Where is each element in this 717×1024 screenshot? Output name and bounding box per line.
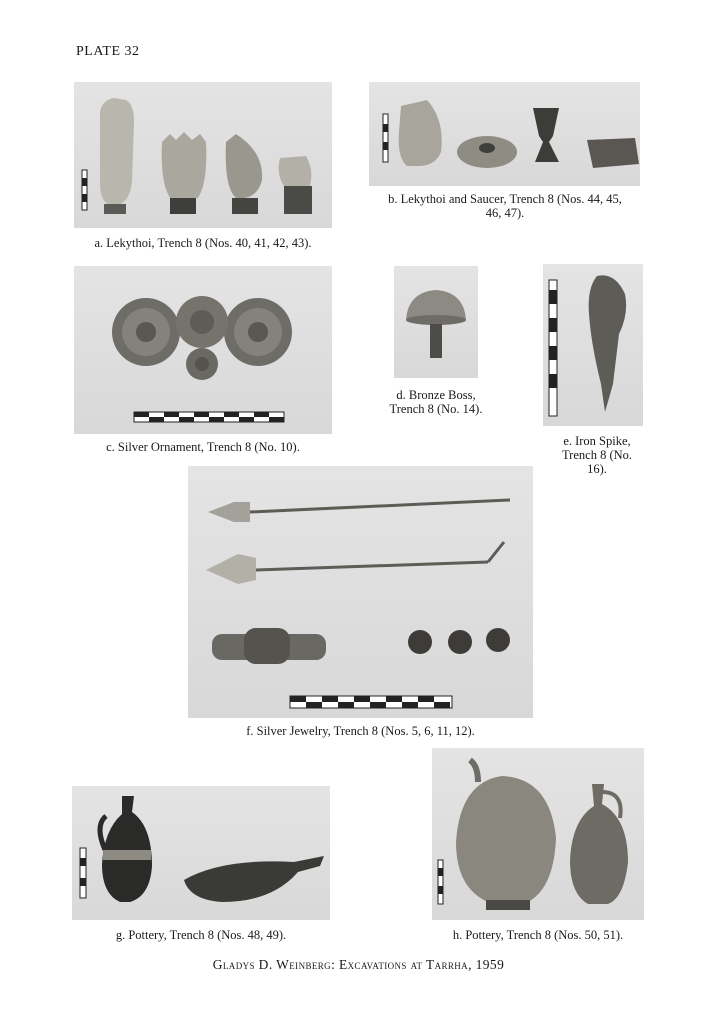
plate-number: PLATE 32	[76, 44, 140, 59]
caption-a: a. Lekythoi, Trench 8 (Nos. 40, 41, 42, 43).	[94, 236, 312, 250]
caption-e: e. Iron Spike, Trench 8 (No. 16).	[561, 434, 633, 476]
caption-d: d. Bronze Boss, Trench 8 (No. 14).	[389, 388, 483, 416]
photo-pottery-g	[72, 786, 330, 920]
photo-iron-spike-e	[543, 264, 643, 426]
caption-f: f. Silver Jewelry, Trench 8 (Nos. 5, 6, 11, 12).	[246, 724, 475, 738]
photo-lekythoi-a	[74, 82, 332, 228]
photo-bronze-boss-d	[394, 266, 478, 378]
photo-silver-ornament-c	[74, 266, 332, 434]
caption-h: h. Pottery, Trench 8 (Nos. 50, 51).	[452, 928, 624, 942]
photo-pottery-h	[432, 748, 644, 920]
caption-g: g. Pottery, Trench 8 (Nos. 48, 49).	[115, 928, 287, 942]
photo-lekythoi-saucer-b	[369, 82, 640, 186]
photo-silver-jewelry-f	[188, 466, 533, 718]
page-footer: Gladys D. Weinberg: Excavations at Tarrha, 1959	[212, 957, 505, 972]
caption-b: b. Lekythoi and Saucer, Trench 8 (Nos. 44, 45, 46, 47).	[388, 192, 622, 220]
caption-c: c. Silver Ornament, Trench 8 (No. 10).	[106, 440, 300, 454]
